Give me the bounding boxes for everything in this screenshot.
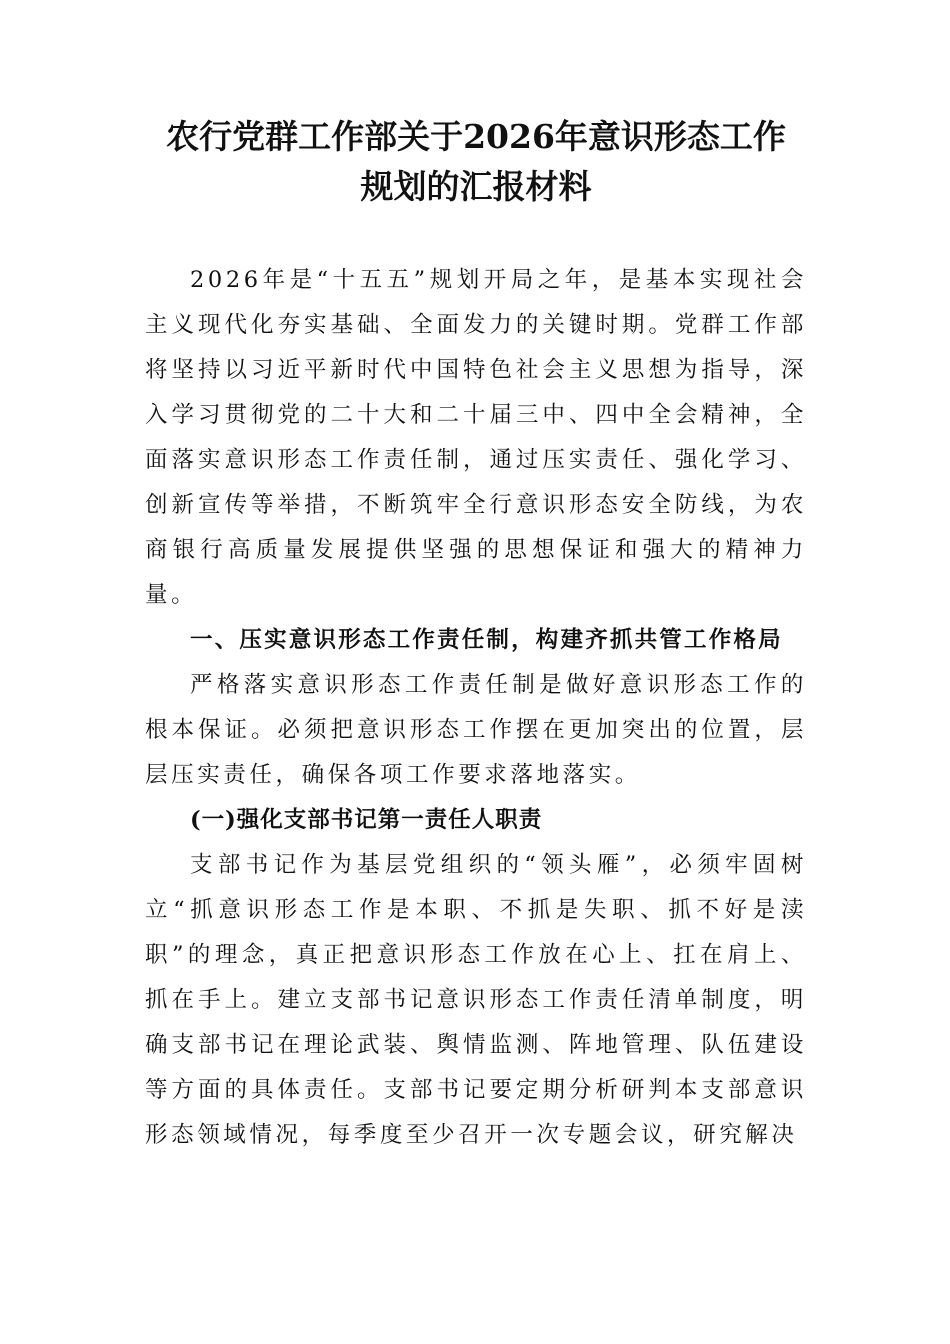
title-line-1: 农行党群工作部关于2026年意识形态工作 — [166, 117, 786, 156]
title-line-2: 规划的汇报材料 — [360, 167, 592, 206]
subsection-1-paragraph: 支部书记作为基层党组织的“领头雁”，必须牢固树立“抓意识形态工作是本职、不抓是失职、抓不好是渎职”的理念，真正把意识形态工作放在心上、扛在肩上、抓在手上。建立支部书记意识形态工作责任清单制度，明确支部书记在理论武装、舆情监测、阵地管理、队伍建设等方面的具体责任。支部书记要定期分析研判本支部意识形态领域情况，每季度至少召开一次专题会议，研究解决 — [145, 852, 807, 1148]
subsection-1-heading: (一)强化支部书记第一责任人职责 — [190, 807, 543, 833]
document-title — [145, 112, 807, 212]
intro-paragraph: 2026年是“十五五”规划开局之年，是基本实现社会主义现代化夯实基础、全面发力的关键时期。党群工作部将坚持以习近平新时代中国特色社会主义思想为指导，深入学习贯彻党的二十大和二十届三中、四中全会精神，全面落实意识形态工作责任制，通过压实责任、强化学习、创新宣传等举措，不断筑牢全行意识形态安全防线，为农商银行高质量发展提供坚强的思想保证和强大的精神力量。 — [145, 267, 807, 608]
section-1-heading: 一、压实意识形态工作责任制，构建齐抓共管工作格局 — [190, 627, 783, 653]
section-1-paragraph: 严格落实意识形态工作责任制是做好意识形态工作的根本保证。必须把意识形态工作摆在更加突出的位置，层层压实责任，确保各项工作要求落地落实。 — [145, 672, 807, 788]
document-page — [145, 112, 807, 1158]
document-body — [145, 258, 807, 1158]
